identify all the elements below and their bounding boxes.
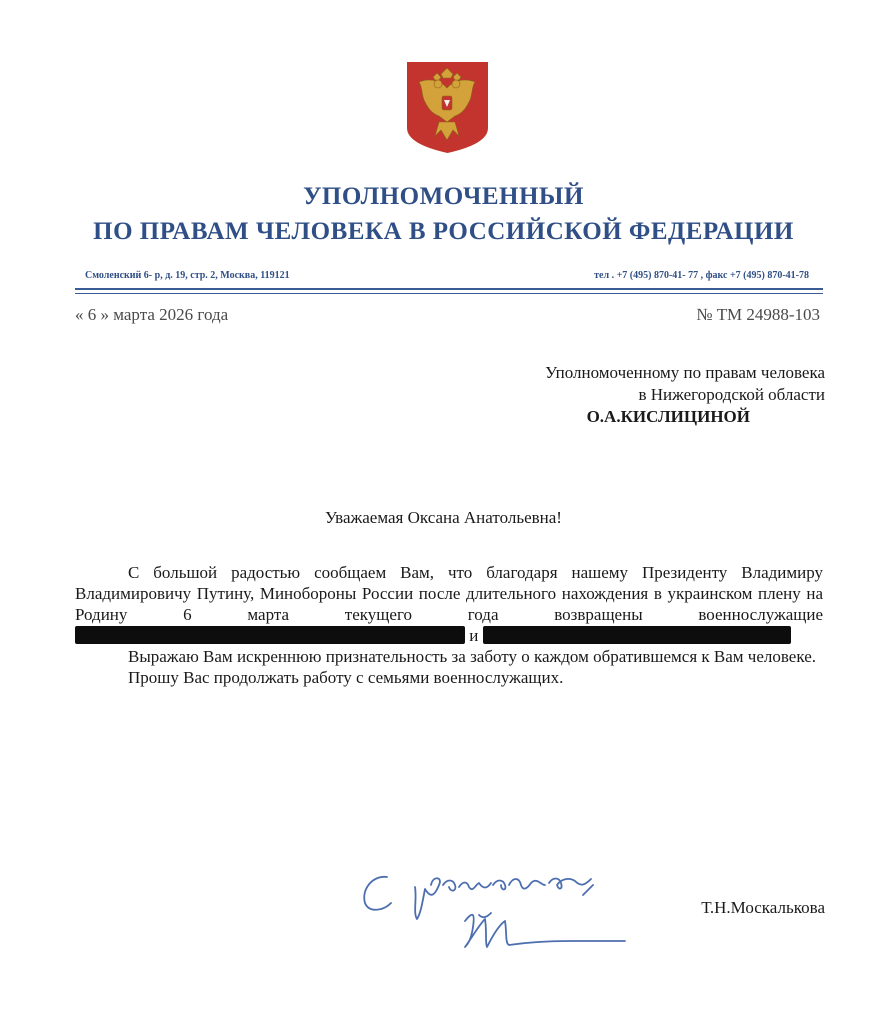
paragraph-gratitude: Выражаю Вам искреннюю признательность за заботу о каждом обратившемся к Вам человеке. (128, 647, 816, 666)
issuer-title-line2: ПО ПРАВАМ ЧЕЛОВЕКА В РОССИЙСКОЙ ФЕДЕРАЦИИ (93, 218, 794, 245)
letter-date: « 6 » марта 2026 года (75, 305, 229, 324)
conjunction-text: и (469, 626, 479, 645)
coat-of-arms-emblem (405, 60, 490, 155)
redaction-bar (569, 626, 791, 644)
header-divider-thin (75, 293, 823, 294)
recipient-block (545, 362, 825, 428)
salutation: Уважаемая Оксана Анатольевна! (325, 508, 562, 527)
issuer-contacts: тел . +7 (495) 870-41- 77 , факс +7 (495) 870-41-78 (594, 270, 809, 281)
paragraph-request: Прошу Вас продолжать работу с семьями военнослужащих. (128, 668, 564, 687)
recipient-name: О.А.КИСЛИЦИНОЙ (586, 407, 750, 426)
header-divider-thick (75, 288, 823, 290)
recipient-line1: Уполномоченному по правам человека (545, 363, 825, 382)
letter-body (75, 562, 823, 688)
paragraph-main-text: С большой радостью сообщаем Вам, что благодаря нашему Президенту Владимиру Владимировичу Путину, Минобороны России после длительного нахождения в украинском плену на Родину 6 марта текущего года возвращены военнослужащие (75, 563, 823, 624)
handwritten-signature-image (355, 855, 635, 965)
issuer-title-line1: УПОЛНОМОЧЕННЫЙ (303, 183, 584, 210)
paragraph-main (75, 562, 823, 646)
signer-name: Т.Н.Москалькова (701, 898, 825, 917)
registration-number: № ТМ 24988-103 (696, 305, 820, 324)
issuer-address: Смоленский 6- р, д. 19, стр. 2, Москва, 119121 (85, 270, 290, 281)
redaction-bar (75, 626, 465, 644)
recipient-line2: в Нижегородской области (638, 385, 825, 404)
